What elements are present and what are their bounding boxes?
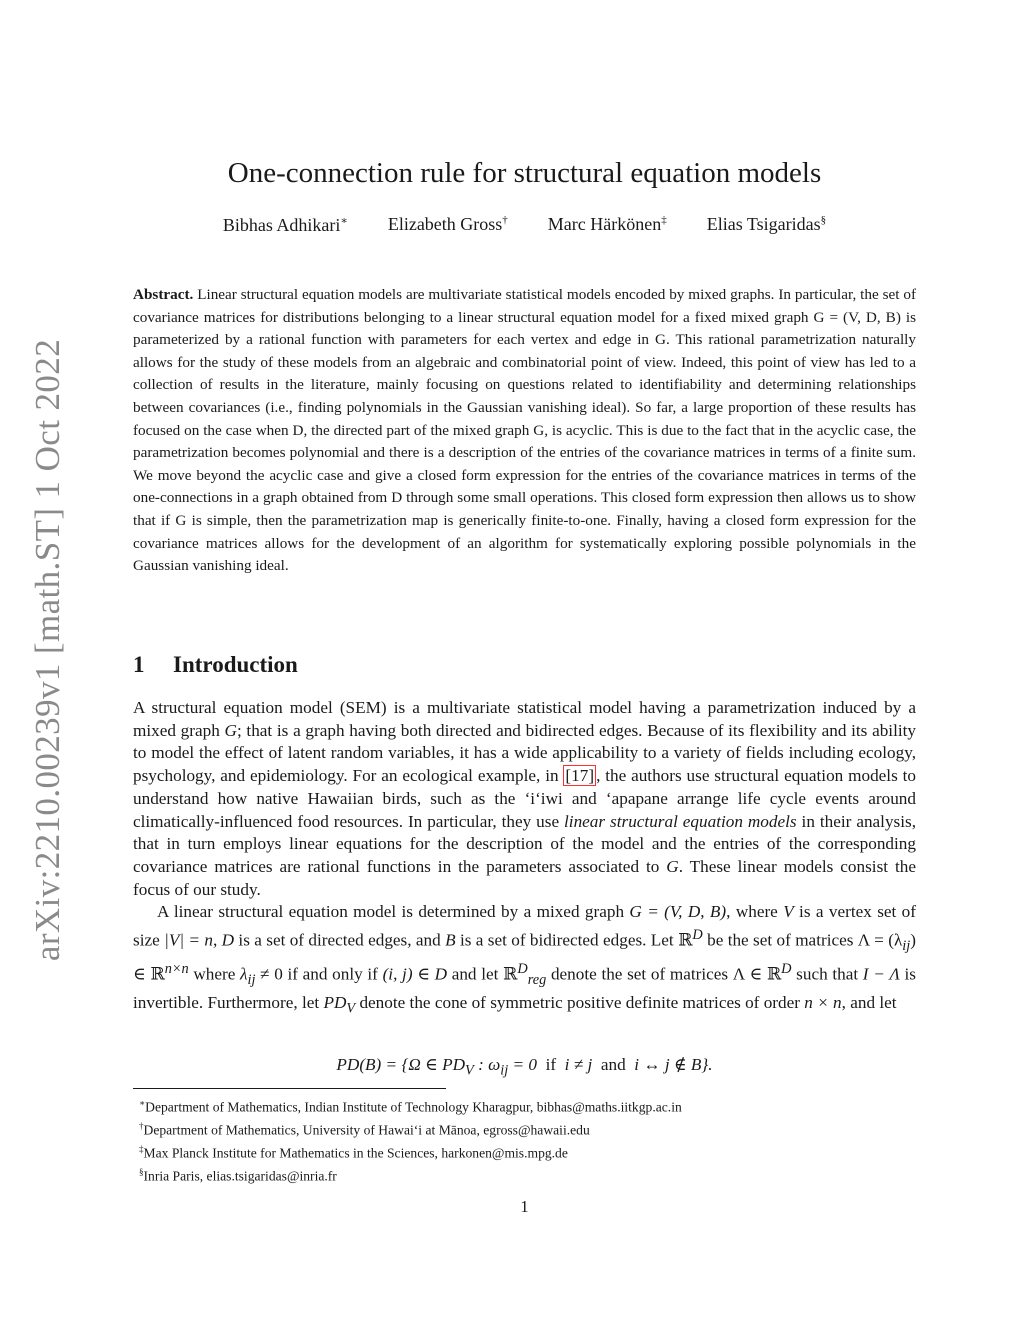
abstract: [133, 284, 916, 578]
arxiv-identifier: [28, 338, 68, 962]
footnotes: [133, 1094, 916, 1187]
citation-link[interactable]: [17]: [565, 766, 595, 786]
display-equation: PD(B) = {Ω ∈ $PD_V$ : $\omega_{ij} = 0$ if i ≠ j and i ↔ j ∉ B}.: [336, 1055, 713, 1079]
footnote-divider: [133, 1088, 446, 1089]
author: Bibhas Adhikari∗: [222, 215, 348, 235]
page-number: 1: [520, 1197, 529, 1216]
author-mark: ∗: [340, 215, 348, 227]
author-mark: †: [502, 214, 508, 226]
emphasis: linear structural equation models: [564, 811, 797, 831]
section-heading: [133, 652, 298, 678]
author: Elias Tsigaridas§: [706, 214, 827, 234]
footnote: †Department of Mathematics, University of Hawai‘i at Mānoa, egross@hawaii.edu: [139, 1121, 590, 1138]
arxiv-identifier-text: arXiv:2210.00239v1 [math.ST] 1 Oct 2022: [28, 338, 67, 962]
abstract-text: Linear structural equation models are multivariate statistical models encoded by mixed graphs. In particular, the set of covariance matrices for distributions belonging to a linear structural equation model for a fixed mixed graph G = (V, D, B) is parameterized by a rational function with parameters for each vertex and edge in G. This rational parametrization naturally allows for the study of these models from an algebraic and combinatorial point of view. Indeed, this point of view has led to a collection of results in the literature, mainly focusing on questions related to identifiability and determining relationships between covariances (i.e., finding polynomials in the Gaussian vanishing ideal). So far, a large proportion of these results has focused on the case when D, the directed part of the mixed graph G, is acyclic. This is due to the fact that in the acyclic case, the parametrization becomes polynomial and there is a description of the entries of the covariance matrices in terms of a finite sum. We move beyond the acyclic case and give a closed form expression for the entries of the covariance matrices in terms of the one-connections in a graph obtained from D through some small operations. This closed form expression then allows us to show that if G is simple, then the parametrization map is generically finite-to-one. Finally, having a closed form expression for the covariance matrices allows for the development of an algorithm for systematically exploring possible polynomials in the Gaussian vanishing ideal.: [133, 286, 917, 575]
author-mark: ‡: [661, 214, 667, 226]
abstract-label: Abstract.: [133, 286, 194, 303]
author-list: [133, 214, 916, 236]
section-title: Introduction: [173, 652, 298, 677]
author: Elizabeth Gross†: [387, 214, 508, 234]
author: Marc Härkönen‡: [547, 214, 667, 234]
author-mark: §: [820, 214, 827, 226]
section-number: 1: [133, 652, 145, 677]
paragraph: A linear structural equation model is determined by a mixed graph G = (V, D, B), where V is a vertex set of size |V| = n, D is a set of directed edges, and B is a set of bidirected edges. Let ℝ$^D$ be the set of matrices $\Lambda = (\lambda_{ij})$ ∈ ℝ$^{n\times n}$ where $\lambda_{ij} \ne 0$ if and only if (i, j) ∈ D and let ℝ$^D_{reg}$ denote the set of matrices Λ ∈ ℝ$^D$ such that I − Λ is invertible. Furthermore, let $PD_V$ denote the cone of symmetric positive definite matrices of order n × n, and let: [133, 902, 916, 1017]
paragraph: A structural equation model (SEM) is a multivariate statistical model having a parametrization induced by a mixed graph G; that is a graph having both directed and bidirected edges. Because of its flexibility and its ability to model the effect of latent random variables, it has a wide applicability to a variety of fields including ecology, psychology, and epidemiology. For an ecological example, in [17] , the authors use structural equation models to understand how native Hawaiian birds, such as the ‘i‘iwi and ‘apapane arrange life cycle events around climatically-influenced food resources. In particular, they use linear structural equation models in their analysis, that in turn employs linear equations for the description of the model and the entries of the corresponding covariance matrices are rational functions in the parameters associated to G. These linear models consist the focus of our study.: [133, 698, 916, 899]
footnote: ‡Max Planck Institute for Mathematics in the Sciences, harkonen@mis.mpg.de: [139, 1144, 568, 1161]
paper-title: One-connection rule for structural equation models: [227, 157, 822, 189]
footnote: §Inria Paris, elias.tsigaridas@inria.fr: [139, 1167, 337, 1184]
introduction-body: [133, 697, 916, 1020]
footnote: ∗Department of Mathematics, Indian Institute of Technology Kharagpur, bibhas@maths.iitkgp.ac.in: [139, 1098, 682, 1115]
